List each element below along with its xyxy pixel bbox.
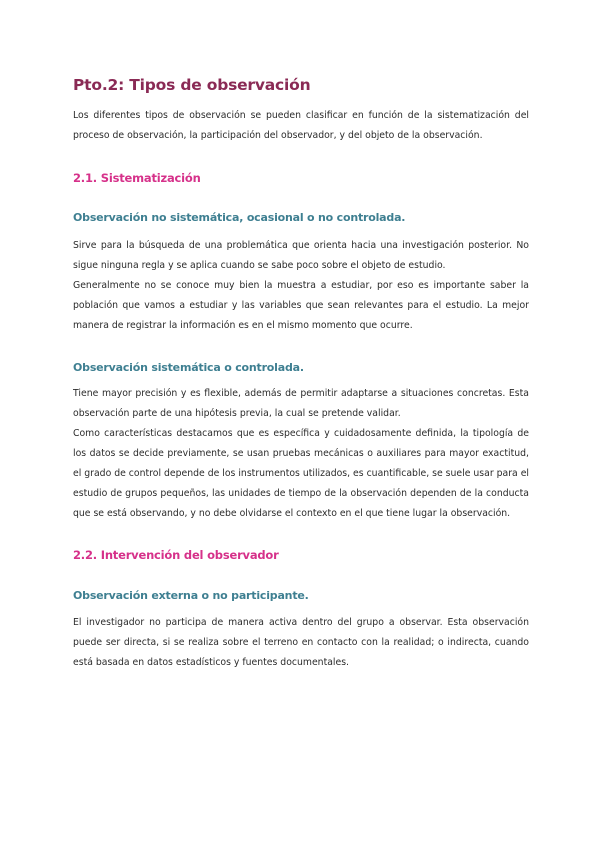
subheading-externa: Observación externa o no participante. xyxy=(73,589,309,602)
section-heading-intervencion: 2.2. Intervención del observador xyxy=(73,548,279,562)
paragraph-no-sistematica-1: Sirve para la búsqueda de una problemática que orienta hacia una investigación posterior. No sigue ninguna regla y se aplica cuando se sabe poco sobre el objeto de estudio. xyxy=(73,240,529,271)
paragraph-sistematica-2: Como características destacamos que es específica y cuidadosamente definida, la tipología de los datos se decide previamente, se usan pruebas mecánicas o auxiliares para mayor exactitud, el grado de control depende de los instrumentos utilizados, es cuantificable, se suele usar para el estudio de grupos pequeños, las unidades de tiempo de la observación dependen de la conducta que se está observando, y no debe olvidarse el contexto en el que tiene lugar la observación. xyxy=(73,428,529,519)
intro-paragraph: Los diferentes tipos de observación se pueden clasificar en función de la sistematización del proceso de observación, la participación del observador, y del objeto de la observación. xyxy=(73,110,529,141)
paragraph-sistematica-1: Tiene mayor precisión y es flexible, además de permitir adaptarse a situaciones concretas. Esta observación parte de una hipótesis previa, la cual se pretende validar. xyxy=(73,388,529,419)
paragraph-externa: El investigador no participa de manera activa dentro del grupo a observar. Esta observación puede ser directa, si se realiza sobre el terreno en contacto con la realidad; o indirecta, cuando está basada en datos estadísticos y fuentes documentales. xyxy=(73,617,529,668)
paragraph-no-sistematica-2: Generalmente no se conoce muy bien la muestra a estudiar, por eso es importante saber la población que vamos a estudiar y las variables que sean relevantes para el estudio. La mejor manera de registrar la información es en el mismo momento que ocurre. xyxy=(73,280,529,331)
section-heading-sistematizacion: 2.1. Sistematización xyxy=(73,171,201,185)
page-title: Pto.2: Tipos de observación xyxy=(73,76,311,94)
subheading-sistematica: Observación sistemática o controlada. xyxy=(73,361,304,374)
subheading-no-sistematica: Observación no sistemática, ocasional o no controlada. xyxy=(73,211,406,224)
